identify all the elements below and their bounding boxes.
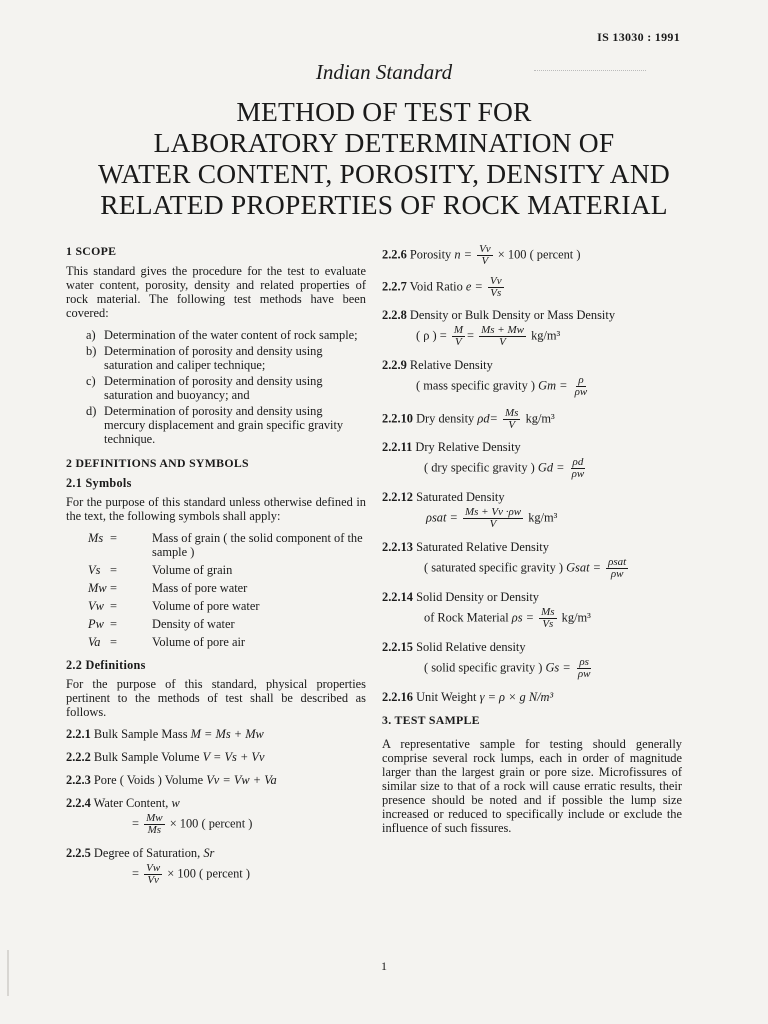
- subsection-heading: 2.2 Definitions: [66, 658, 146, 672]
- list-item: a) Determination of the water content of rock sample;: [86, 328, 358, 342]
- clause-2-2-10: 2.2.10 Dry density ρd= $\frac{Ms}{V}$ kg/m³: [382, 407, 555, 431]
- fraction: $\frac{Vv}{Vs}$: [489, 275, 502, 299]
- title-line: LABORATORY DETERMINATION OF: [153, 127, 615, 158]
- list-item: c) Determination of porosity and density using saturation and buoyancy; and: [86, 374, 323, 402]
- clause-2-2-1: 2.2.1 Bulk Sample Mass M = Ms + Mw: [66, 727, 264, 741]
- formula: ( saturated specific gravity ) Gsat = $\frac{\text{ρsat}}{\rho w}$: [424, 556, 627, 580]
- list-item: b) Determination of porosity and density using saturation and caliper technique;: [86, 344, 323, 372]
- fraction: $\frac{\text{ρsat}}{\rho w}$: [608, 556, 627, 580]
- title-line: METHOD OF TEST FOR: [236, 96, 532, 127]
- clause-2-2-6: 2.2.6 Porosity n = $\frac{Vv}{V}$ × 100 ( percent ): [382, 243, 581, 267]
- fraction: $\frac{Ms + Mw}{V}$: [481, 324, 524, 348]
- paragraph: For the purpose of this standard unless otherwise defined in the text, the following symbols shall apply:: [66, 495, 366, 523]
- title-line: RELATED PROPERTIES OF ROCK MATERIAL: [100, 189, 668, 220]
- section-heading: 2 DEFINITIONS AND SYMBOLS: [66, 456, 249, 470]
- symbol-row: Va = Volume of pore air: [88, 635, 246, 649]
- subsection-heading: 2.1 Symbols: [66, 476, 132, 490]
- fraction: $\frac{Ms + Vv \cdot\rho w}{V}$: [464, 506, 522, 530]
- paragraph: A representative sample for testing should generally comprise several rock lumps, each in order of magnitude larger than the largest grain or pore size. Microfissures of similar size to that of a rock will cause erratic results, their presence should be noted and if possible the lump size increased or reduced to specifically include or exclude the influence of such fissures.: [382, 737, 682, 835]
- fraction: $\frac{Ms}{Vs}$: [541, 606, 555, 630]
- fraction: $\frac{Vv}{V}$: [479, 243, 491, 267]
- list-item: d) Determination of porosity and density using mercury displacement and grain specific gravity technique.: [86, 404, 344, 446]
- fraction: $\frac{Mw}{Ms}$: [146, 812, 163, 836]
- clause-2-2-14: 2.2.14 Solid Density or Density of Rock Material ρs = $\frac{Ms}{Vs}$ kg/m³: [382, 590, 682, 630]
- clause-2-2-4: 2.2.4 Water Content, w = $\frac{Mw}{Ms}$ × 100 ( percent ): [66, 796, 366, 836]
- clause-2-2-15: 2.2.15 Solid Relative density ( solid specific gravity ) Gs = $\frac{\rho s}{\rho w}$: [382, 640, 682, 680]
- paragraph: For the purpose of this standard, physical properties pertinent to the methods of test shall be described as follows.: [66, 677, 366, 719]
- symbol-row: Pw = Density of water: [88, 617, 235, 631]
- clause-2-2-2: 2.2.2 Bulk Sample Volume V = Vs + Vv: [66, 750, 265, 764]
- symbol-row: Mw = Mass of pore water: [88, 581, 248, 595]
- formula: ( dry specific gravity ) Gd = $\frac{\rho d}{\rho w}$: [424, 456, 585, 480]
- formula: = $\frac{Vw}{Vv}$ × 100 ( percent ): [132, 862, 250, 886]
- formula: ( ρ ) = $\frac{M}{V}$ = $\frac{Ms + Mw}{V}$ kg/m³: [416, 324, 561, 348]
- fraction: $\frac{Ms}{V}$: [505, 407, 519, 431]
- symbols-list: [66, 531, 366, 649]
- fraction: $\frac{\rho s}{\rho w}$: [577, 656, 591, 680]
- right-column: [382, 244, 682, 843]
- title-line: WATER CONTENT, POROSITY, DENSITY AND: [98, 158, 670, 189]
- symbol-row: Vw = Volume of pore water: [88, 599, 260, 613]
- fraction: $\frac{\rho d}{\rho w}$: [571, 456, 585, 480]
- clause-2-2-16: 2.2.16 Unit Weight γ = ρ × g N/m³: [382, 690, 554, 704]
- scope-list: [66, 328, 366, 446]
- fraction: $\frac{M}{V}$: [453, 324, 463, 348]
- fraction: $\frac{Vw}{Vv}$: [146, 862, 161, 886]
- clause-2-2-12: 2.2.12 Saturated Density ρsat = $\frac{Ms + Vv \cdot\rho w}{V}$ kg/m³: [382, 490, 682, 530]
- symbol-row: Vs = Volume of grain: [88, 563, 233, 577]
- left-column: [66, 244, 366, 896]
- clause-2-2-7: 2.2.7 Void Ratio e = $\frac{Vv}{Vs}$: [382, 275, 502, 299]
- clause-2-2-3: 2.2.3 Pore ( Voids ) Volume Vv = Vw + Va: [66, 773, 277, 787]
- formula: ( mass specific gravity ) Gm = $\frac{\rho}{\rho w}$: [416, 374, 588, 398]
- document-title: [0, 96, 768, 220]
- formula: ρsat = $\frac{Ms + Vv \cdot\rho w}{V}$ kg/m³: [426, 506, 558, 530]
- formula: = $\frac{Mw}{Ms}$ × 100 ( percent ): [132, 812, 253, 836]
- clause-2-2-9: 2.2.9 Relative Density ( mass specific gravity ) Gm = $\frac{\rho}{\rho w}$: [382, 358, 682, 398]
- formula: of Rock Material ρs = $\frac{Ms}{Vs}$ kg/m³: [424, 606, 591, 630]
- symbol-row: Ms = Mass of grain ( the solid component of the sample ): [88, 531, 363, 559]
- clause-2-2-8: 2.2.8 Density or Bulk Density or Mass Density ( ρ ) = $\frac{M}{V}$ = $\frac{Ms + Mw}{V}$ kg/m³: [382, 308, 682, 348]
- page-number: 1: [381, 959, 387, 973]
- series-label: Indian Standard: [315, 60, 453, 84]
- formula: ( solid specific gravity ) Gs = $\frac{\rho s}{\rho w}$: [424, 656, 591, 680]
- paragraph: This standard gives the procedure for the test to evaluate water content, porosity, density and related properties of rock material. The following test methods have been covered:: [66, 264, 366, 320]
- standard-number: IS 13030 : 1991: [597, 30, 680, 44]
- clause-2-2-5: 2.2.5 Degree of Saturation, Sr = $\frac{Vw}{Vv}$ × 100 ( percent ): [66, 846, 366, 886]
- fraction: $\frac{\rho}{\rho w}$: [574, 374, 588, 398]
- section-heading: 1 SCOPE: [66, 244, 117, 258]
- clause-2-2-13: 2.2.13 Saturated Relative Density ( saturated specific gravity ) Gsat = $\frac{\text{ρsat}}{\rho w}$: [382, 540, 682, 580]
- section-heading: 3. TEST SAMPLE: [382, 713, 480, 727]
- clause-2-2-11: 2.2.11 Dry Relative Density ( dry specific gravity ) Gd = $\frac{\rho d}{\rho w}$: [382, 440, 682, 480]
